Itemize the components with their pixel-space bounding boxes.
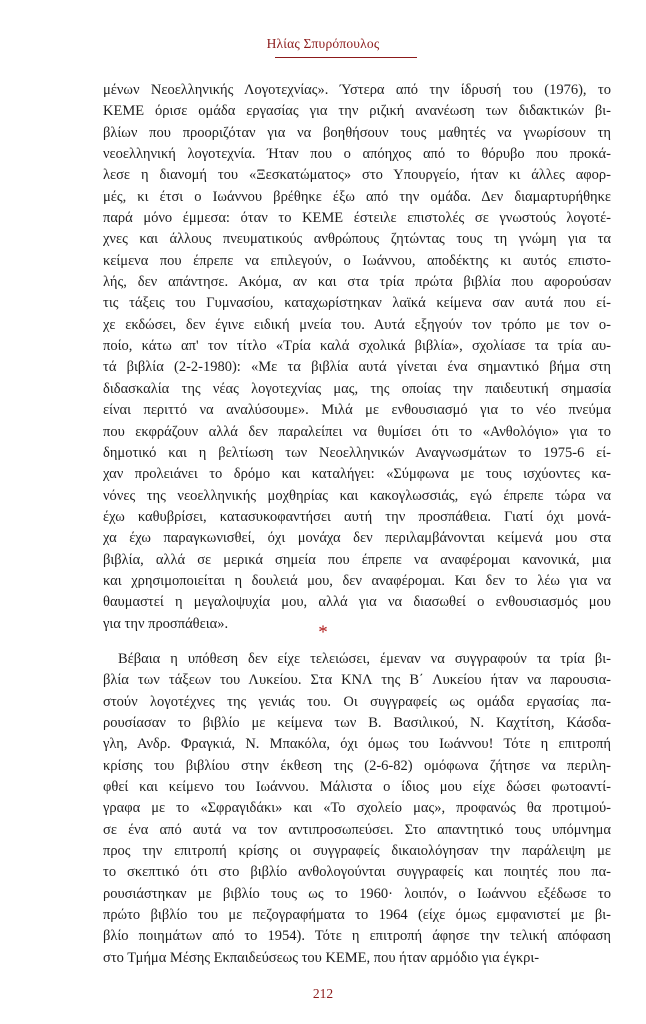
text-line: ποίο, κάτω απ' τον τίτλο «Τρία καλά σχολικά βιβλία», σχολίασε τα τρία αυ- [103, 338, 611, 355]
text-line: ρουσιάστηκαν με βιβλίο τους ως το 1960· λοιπόν, ο Ιωάννου εξέδωσε το [103, 885, 611, 902]
text-line: είναι περιττό να αναλύσουμε». Μιλά με ενθουσιασμό για το νέο πνεύμα [103, 402, 611, 419]
text-line: φθεί και κείμενο του Ιωάννου. Μάλιστα ο ίδιος μου είχε δώσει φωτοαντί- [103, 779, 611, 796]
section-separator: * [318, 622, 328, 643]
text-line: χνες και άλλους πνευματικούς ανθρώπους ζητώντας τους τη γνώμη για τα [103, 231, 611, 248]
text-line: χαν προλειάνει το δρόμο και καταλήγει: «Σύμφωνα με τους ισχύοντες κα- [103, 466, 611, 483]
text-line: για την προσπάθεια». [103, 615, 229, 632]
header-underline [275, 57, 417, 58]
text-line: ρουσίασαν το βιβλίο με κείμενα των Β. Βασιλικού, Ν. Καχτίτση, Κάσδα- [103, 715, 611, 732]
text-line: τις τάξεις του Γυμνασίου, καταχωρίστηκαν λαϊκά κείμενα σαν αυτά που εί- [103, 295, 611, 312]
text-line: χα έχω παραγκωνισθεί, όχι μονάχα δεν περιλαμβάνονται κείμενά μου στα [103, 530, 611, 547]
text-line: διδασκαλία της νέας λογοτεχνίας μας, της οποίας την παιδευτική σημασία [103, 380, 611, 397]
text-line: νόνες της νεοελληνικής μοχθηρίας και κακογλωσσιάς, εγώ έπρεπε τώρα να [103, 487, 611, 504]
text-line: το σκεπτικό ότι στο βιβλίο ανθολογούνται συγγραφείς και ποιητές που πα- [103, 864, 611, 881]
text-line: μές, κι έτσι ο Ιωάννου βρέθηκε έξω από την ομάδα. Δεν διαμαρτυρήθηκε [103, 188, 611, 205]
text-line: έχω καθυβρίσει, κατασυκοφαντήσει αυτή την προσπάθεια. Γιατί όχι μονά- [103, 508, 611, 525]
text-line: βλία των τάξεων του Λυκείου. Στα ΚΝΛ της Β΄ Λυκείου ήταν να παρουσια- [103, 672, 611, 689]
text-line: γραφα με το «Σφραγιδάκι» και «Το σχολείο μας», προφανώς θα προτιμού- [103, 800, 611, 817]
text-line: που εκφράζουν αλλά δεν παραλείπει να θυμίσει ότι το «Ανθολόγιο» για το [103, 423, 611, 440]
text-line: σε ένα από αυτά να τον αντιπροσωπεύσει. Στο απαντητικό τους υπόμνημα [103, 821, 611, 838]
text-line: λής, δεν απάντησε. Ακόμα, αν και στα τρία πρώτα βιβλία που αφορούσαν [103, 274, 611, 291]
text-line: λεσε η διανομή του «Ξεσκατώματος» στο Υπουργείο, ήταν κι άλλες αφορ- [103, 167, 611, 184]
text-line: στο Τμήμα Μέσης Εκπαιδεύσεως του ΚΕΜΕ, που ήταν αρμόδιο για έγκρι- [103, 949, 540, 966]
text-line: χε εκδώσει, δεν έγινε ειδική μνεία του. Αυτά εξηγούν τον τρόπο με τον ο- [103, 316, 611, 333]
text-line: θαυμαστεί η μεγαλοψυχία μου, αλλά για να διασωθεί ο ενθουσιασμός μου [103, 594, 611, 611]
text-line: τά βιβλία (2-2-1980): «Με τα βιβλία αυτά γίνεται ένα σημαντικό βήμα στη [103, 359, 611, 376]
text-line: κρίσης του βιβλίου στην έκθεση της (2-6-82) ομόφωνα ζήτησε να περιλη- [103, 757, 611, 774]
text-line: μένων Νεοελληνικής Λογοτεχνίας». Ύστερα από την ίδρυσή του (1976), το [103, 82, 611, 98]
text-line: παρά μόνο έμμεσα: όταν το ΚΕΜΕ έστειλε επιστολές σε γνωστούς λογοτέ- [103, 210, 611, 227]
text-line: Βέβαια η υπόθεση δεν είχε τελειώσει, έμεναν να συγγραφούν τα τρία βι- [118, 651, 611, 667]
text-line: και χρησιμοποιείται η δουλειά μου, δεν αναφέρομαι. Και δεν το λέω για να [103, 572, 611, 589]
text-line: δημοτικό και η βελτίωση των Νεοελληνικών Αναγνωσμάτων το 1975-6 εί- [103, 444, 611, 461]
text-line: πρώτο βιβλίο του με πεζογραφήματα το 1964 (είχε όμως εμφανιστεί με βι- [103, 907, 611, 924]
running-header: Ηλίας Σπυρόπουλος [266, 36, 380, 51]
text-line: ΚΕΜΕ όρισε ομάδα εργασίας για την ριζική ανανέωση των διδακτικών βι- [103, 103, 611, 120]
text-line: κείμενα που έπρεπε να επιλεγούν, ο Ιωάννου, αποδέκτης κι αυτός επιστο- [103, 252, 611, 269]
text-line: βλίο ποιημάτων από το 1954). Τότε η επιτροπή άφησε την τελική απόφαση [103, 928, 611, 945]
page-number: 212 [312, 986, 334, 1001]
paragraph-1 [103, 80, 611, 635]
text-line: προς την επιτροπή κρίσης οι συγγραφείς δικαιολόγησαν την παράλειψη με [103, 843, 611, 860]
text-line: νεοελληνική λογοτεχνία. Ήταν που ο απόηχος από το θόρυβο που προκά- [103, 146, 611, 163]
text-line: βλίων που προοριζόταν για να βοηθήσουν τους μαθητές να γνωρίσουν τη [103, 124, 611, 141]
text-line: στούν λογοτέχνες της γενιάς του. Οι συγγραφείς ως ομάδα εργασίας πα- [103, 693, 611, 710]
text-line: γλη, Ανδρ. Φραγκιά, Ν. Μπακόλα, όχι όμως του Ιωάννου! Τότε η επιτροπή [103, 736, 611, 753]
paragraph-2 [103, 649, 611, 969]
text-line: βιβλία, αλλά σε μερικά σημεία που έπρεπε να αναφέρομαι κανονικά, μια [103, 551, 611, 568]
